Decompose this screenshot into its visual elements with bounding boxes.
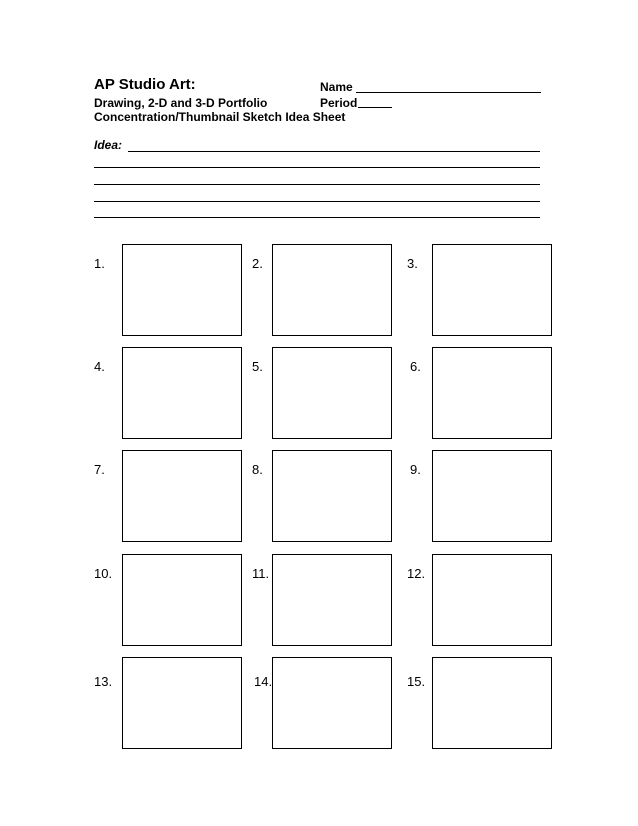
thumbnail-sketch-box[interactable] [272, 347, 392, 439]
thumbnail-sketch-box[interactable] [122, 244, 242, 336]
thumbnail-number: 11. [252, 566, 270, 581]
period-field[interactable] [358, 107, 392, 108]
thumbnail-number: 7. [94, 462, 105, 477]
idea-line[interactable] [94, 217, 540, 218]
thumbnail-number: 6. [410, 359, 421, 374]
thumbnail-sketch-box[interactable] [122, 450, 242, 542]
thumbnail-number: 12. [407, 566, 426, 581]
thumbnail-sketch-box[interactable] [432, 244, 552, 336]
thumbnail-sketch-box[interactable] [432, 554, 552, 646]
thumbnail-sketch-box[interactable] [432, 347, 552, 439]
idea-line[interactable] [128, 151, 540, 152]
thumbnail-number: 2. [252, 256, 263, 271]
thumbnail-number: 5. [252, 359, 263, 374]
thumbnail-sketch-box[interactable] [272, 657, 392, 749]
thumbnail-number: 15. [407, 674, 426, 689]
thumbnail-sketch-box[interactable] [122, 657, 242, 749]
idea-line[interactable] [94, 184, 540, 185]
idea-label: Idea: [94, 138, 123, 152]
thumbnail-sketch-box[interactable] [272, 450, 392, 542]
thumbnail-sketch-box[interactable] [272, 244, 392, 336]
idea-line[interactable] [94, 167, 540, 168]
thumbnail-number: 10. [94, 566, 113, 581]
thumbnail-sketch-box[interactable] [432, 657, 552, 749]
idea-line[interactable] [94, 201, 540, 202]
thumbnail-number: 14. [254, 674, 273, 689]
thumbnail-number: 4. [94, 359, 105, 374]
name-label: Name [320, 80, 353, 94]
thumbnail-sketch-box[interactable] [122, 554, 242, 646]
name-field[interactable] [356, 92, 541, 93]
thumbnail-number: 9. [410, 462, 421, 477]
thumbnail-number: 3. [407, 256, 418, 271]
thumbnail-sketch-box[interactable] [272, 554, 392, 646]
thumbnail-sketch-box[interactable] [122, 347, 242, 439]
thumbnail-number: 8. [252, 462, 263, 477]
thumbnail-number: 13. [94, 674, 113, 689]
period-label: Period [320, 96, 358, 110]
thumbnail-sketch-box[interactable] [432, 450, 552, 542]
thumbnail-number: 1. [94, 256, 105, 271]
page-title: AP Studio Art: [94, 76, 196, 93]
portfolio-subtitle: Drawing, 2-D and 3-D Portfolio [94, 96, 268, 110]
sheet-title: Concentration/Thumbnail Sketch Idea Sheet [94, 110, 346, 124]
